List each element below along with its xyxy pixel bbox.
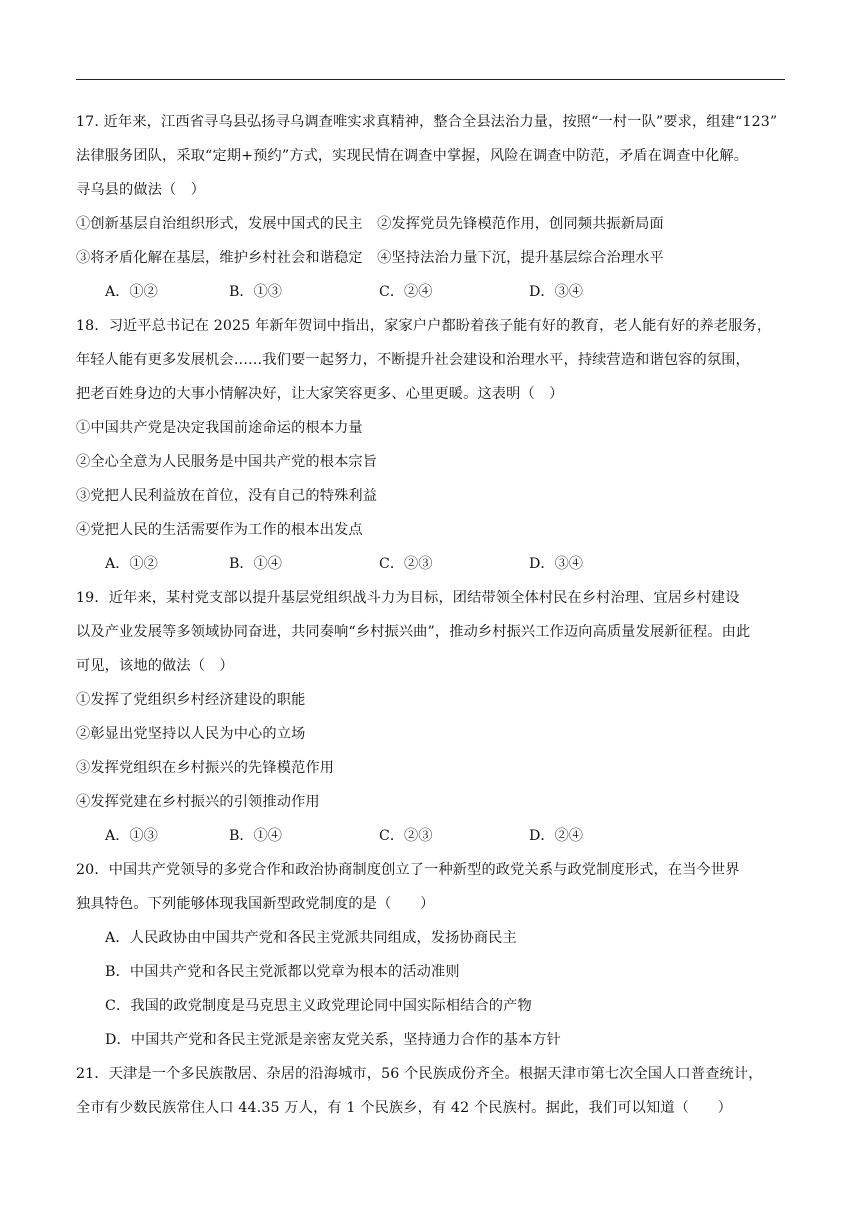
q19-line-2: 以及产业发展等多领域协同奋进，共同奏响“乡村振兴曲”，推动乡村振兴工作迈向高质量发展新征程。由此 (76, 624, 751, 640)
q19-item-4: ④发挥党建在乡村振兴的引领推动作用 (76, 794, 320, 810)
q18-item-2: ②全心全意为人民服务是中国共产党的根本宗旨 (76, 454, 378, 470)
q19-option-d: D．②④ (529, 828, 583, 844)
q19-item-2: ②彰显出党坚持以人民为中心的立场 (76, 726, 306, 742)
q17-option-c: C．②④ (379, 284, 433, 300)
q17-option-b: B．①③ (229, 284, 282, 300)
q19-option-c: C．②③ (379, 828, 433, 844)
q19-line-3: 可见，该地的做法（ ） (76, 658, 234, 674)
q20-choice-a: A．人民政协由中国共产党和各民主党派共同组成，发扬协商民主 (105, 930, 517, 946)
q19-item-3: ③发挥党组织在乡村振兴的先锋模范作用 (76, 760, 335, 776)
q18-item-1: ①中国共产党是决定我国前途命运的根本力量 (76, 420, 363, 436)
q21-line-2: 全市有少数民族常住人口 44.35 万人，有 1 个民族乡，有 42 个民族村。据此，我们可以知道（ ） (76, 1100, 733, 1116)
q20-choice-b: B．中国共产党和各民主党派都以党章为根本的活动准则 (105, 964, 460, 980)
q18-item-3: ③党把人民利益放在首位，没有自己的特殊利益 (76, 488, 378, 504)
q18-line-1: 18．习近平总书记在 2025 年新年贺词中指出，家家户户都盼着孩子能有好的教育，老人能有好的养老服务， (76, 318, 772, 334)
q17-line-2: 法律服务团队，采取“定期+预约”方式，实现民情在调查中掌握，风险在调查中防范，矛盾在调查中化解。 (76, 148, 749, 164)
q20-line-2: 独具特色。下列能够体现我国新型政党制度的是（ ） (76, 896, 435, 912)
q18-line-3: 把老百姓身边的大事小情解决好，让大家笑容更多、心里更暖。这表明（ ） (76, 386, 564, 402)
q17-line-3: 寻乌县的做法（ ） (76, 182, 206, 198)
q19-item-1: ①发挥了党组织乡村经济建设的职能 (76, 692, 306, 708)
q18-line-2: 年轻人能有更多发展机会……我们要一起努力，不断提升社会建设和治理水平，持续营造和谐包容的氛围， (76, 352, 750, 368)
q17-line-1: 17. 近年来，江西省寻乌县弘扬寻乌调查唯实求真精神，整合全县法治力量，按照“一村一队”要求，组建“123” (76, 114, 778, 130)
q20-line-1: 20．中国共产党领导的多党合作和政治协商制度创立了一种新型的政党关系与政党制度形式，在当今世界 (76, 862, 740, 878)
q17-item-2: ③将矛盾化解在基层，维护乡村社会和谐稳定 ④坚持法治力量下沉，提升基层综合治理水平 (76, 250, 664, 266)
q19-option-a: A．①③ (105, 828, 158, 844)
q18-option-d: D．③④ (529, 556, 583, 572)
q20-choice-d: D．中国共产党和各民主党派是亲密友党关系，坚持通力合作的基本方针 (105, 1032, 561, 1048)
q18-option-b: B．①④ (229, 556, 282, 572)
q17-option-a: A．①② (105, 284, 158, 300)
q17-item-1: ①创新基层自治组织形式，发展中国式的民主 ②发挥党员先锋模范作用，创同频共振新局面 (76, 216, 664, 232)
q21-line-1: 21．天津是一个多民族散居、杂居的沿海城市，56 个民族成份齐全。根据天津市第七次全国人口普查统计， (76, 1066, 763, 1082)
header-rule (76, 79, 785, 80)
q19-option-b: B．①④ (229, 828, 282, 844)
q18-option-c: C．②③ (379, 556, 433, 572)
q20-choice-c: C．我国的政党制度是马克思主义政党理论同中国实际相结合的产物 (105, 998, 532, 1014)
q17-option-d: D．③④ (529, 284, 583, 300)
q18-item-4: ④党把人民的生活需要作为工作的根本出发点 (76, 522, 363, 538)
q19-line-1: 19．近年来，某村党支部以提升基层党组织战斗力为目标，团结带领全体村民在乡村治理、宜居乡村建设 (76, 590, 740, 606)
q18-option-a: A．①② (105, 556, 158, 572)
